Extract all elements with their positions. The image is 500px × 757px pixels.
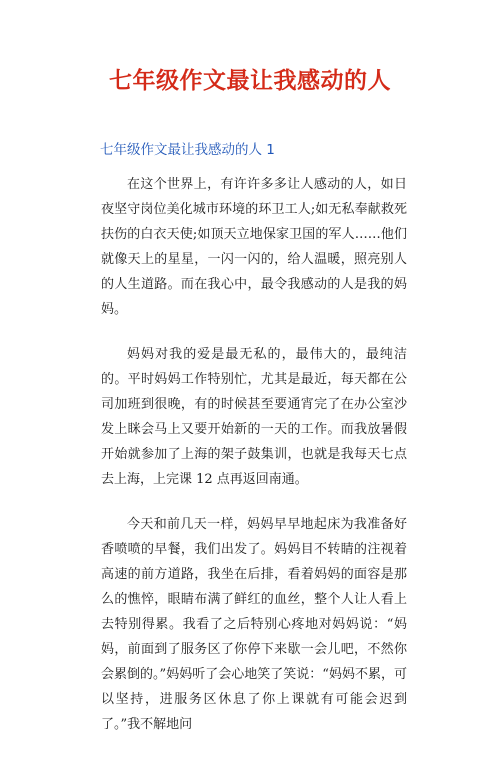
paragraph-1: 在这个世界上，有许许多多让人感动的人，如日夜坚守岗位美化城市环境的环卫工人;如无私奉献救死扶伤的白衣天使;如顶天立地保家卫国的军人……他们就像天上的星星，一闪一闪的，给人温暖，照亮别人的人生道路。而在我心中，最令我感动的人是我的妈妈。 <box>101 177 407 317</box>
document-body <box>101 172 407 757</box>
paragraph-2: 妈妈对我的爱是最无私的，最伟大的，最纯洁的。平时妈妈工作特别忙，尤其是最近，每天都在公司加班到很晚，有的时候甚至要通宵完了在办公室沙发上眯会马上又要开始新的一天的工作。而我放暑假开始就参加了上海的架子鼓集训，也就是我每天七点去上海，上完课 12 点再返回南通。 <box>101 347 407 487</box>
section-heading: 七年级作文最让我感动的人 1 <box>100 142 275 158</box>
paragraph-3: 今天和前几天一样，妈妈早早地起床为我准备好香喷喷的早餐，我们出发了。妈妈目不转睛的注视着高速的前方道路，我坐在后排，看着妈妈的面容是那么的憔悴，眼睛布满了鲜红的血丝，整个人让人看上去特别得累。我看了之后特别心疼地对妈妈说：“妈妈，前面到了服务区了你停下来歇一会儿吧，不然你会累倒的。”妈妈听了会心地笑了笑说：“妈妈不累，可以坚持，进服务区休息了你上课就有可能会迟到了。”我不解地问 <box>101 517 407 732</box>
document-title: 七年级作文最让我感动的人 <box>109 68 391 94</box>
